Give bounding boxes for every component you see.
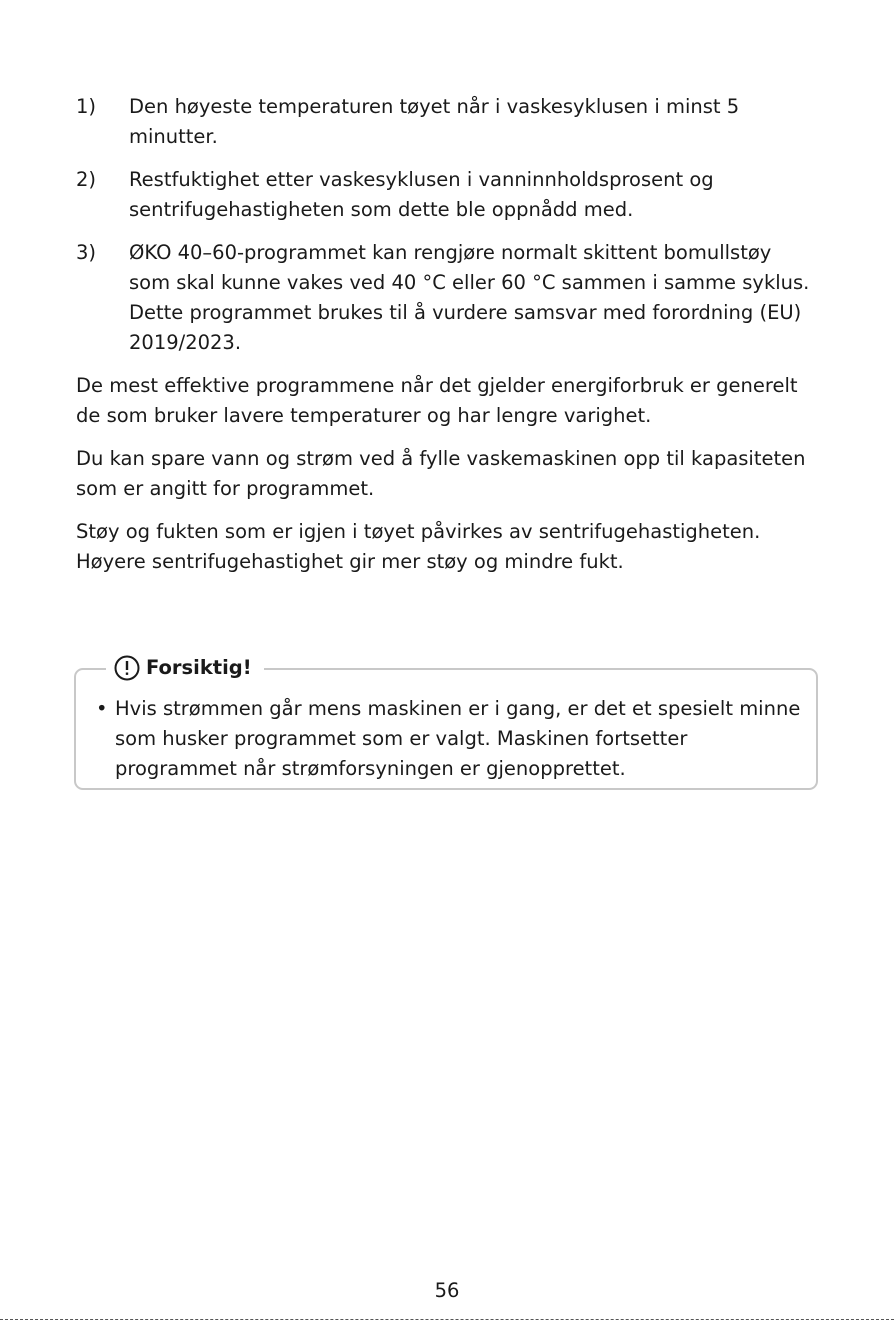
caution-header — [106, 651, 264, 685]
footnote-number: 1) — [76, 95, 97, 118]
bullet-icon: • — [96, 697, 108, 720]
footnote-item — [76, 92, 816, 152]
footnote-list — [76, 92, 816, 358]
footnote-item — [76, 165, 816, 225]
footnote-item — [76, 238, 816, 358]
caution-title: Forsiktig! — [146, 656, 252, 679]
caution-list — [96, 694, 802, 784]
body-paragraph: De mest effektive programmene når det gjelder energiforbruk er generelt de som bruker lavere temperaturer og har lengre varighet. — [76, 374, 798, 427]
footnote-text: ØKO 40–60-programmet kan rengjøre normalt skittent bomullstøy som skal kunne vakes ved 40 °C eller 60 °C sammen i samme syklus. Dette programmet brukes til å vurdere samsvar med forordning (EU) 2019/2023. — [129, 241, 810, 354]
footnote-text: Restfuktighet etter vaskesyklusen i vanninnholdsprosent og sentrifugehastigheten som dette ble oppnådd med. — [129, 168, 714, 221]
caution-box — [74, 656, 818, 790]
footnote-text: Den høyeste temperaturen tøyet når i vaskesyklusen i minst 5 minutter. — [129, 95, 740, 148]
footnote-number: 2) — [76, 168, 97, 191]
footnote-number: 3) — [76, 241, 97, 264]
main-content — [76, 92, 816, 590]
body-paragraph: Du kan spare vann og strøm ved å fylle vaskemaskinen opp til kapasiteten som er angitt for programmet. — [76, 447, 806, 500]
caution-list-item — [96, 694, 802, 784]
body-paragraph: Støy og fukten som er igjen i tøyet påvirkes av sentrifugehastigheten. Høyere sentrifugehastighet gir mer støy og mindre fukt. — [76, 520, 761, 573]
exclamation-circle-icon — [114, 655, 140, 681]
page-number: 56 — [434, 1279, 460, 1302]
caution-item-text: Hvis strømmen går mens maskinen er i gang, er det et spesielt minne som husker programmet som er valgt. Maskinen fortsetter programmet når strømforsyningen er gjenopprettet. — [115, 697, 801, 780]
bottom-rule — [0, 1319, 894, 1320]
